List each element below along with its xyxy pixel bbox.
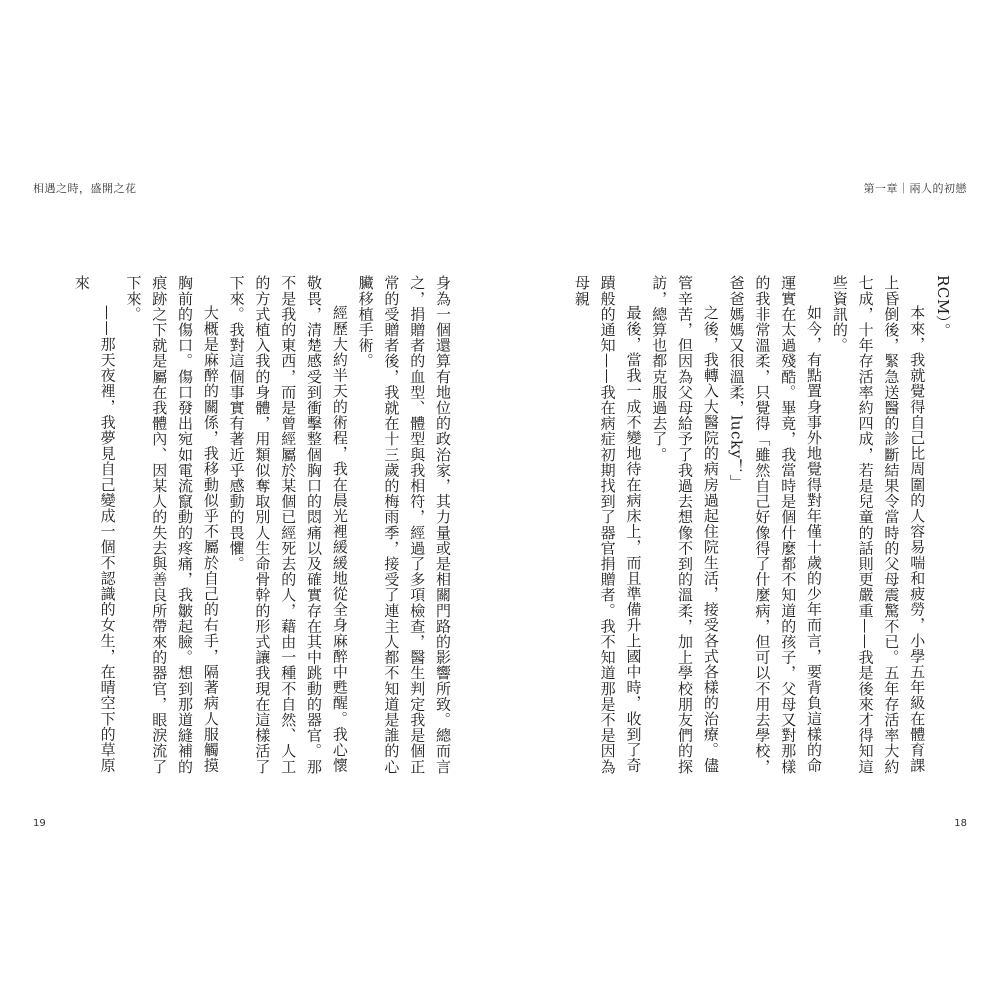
paragraph: 最後，當我一成不變地待在病床上，而且準備升上國中時，收到了奇蹟般的通知——我在病症初期找到了器官捐贈者。我不知道那是不是因為母親 [572, 275, 643, 775]
page-number-left: 19 [33, 818, 46, 829]
right-page-body [552, 275, 955, 780]
chapter-title-header: 第一章｜兩人的初戀 [863, 182, 967, 195]
right-page [500, 0, 1000, 1000]
paragraph: 之後，我轉入大醫院的病房過起住院生活，接受各式各樣的治療。儘管辛苦，但因為父母給予了我過去想像不到的溫柔，加上學校朋友們的探訪，總算也都克服過去了。 [650, 275, 720, 775]
paragraph: RCM）。 [934, 275, 952, 339]
paragraph: 本來，我就覺得自己比周圍的人容易喘和疲勞，小學五年級在體育課上昏倒後，緊急送醫的診斷結果令當時的父母震驚不已。五年存活率大約七成，十年存活率約四成，若是兒童的話則更嚴重——我是後來才得知這些資訊的。 [830, 275, 927, 775]
paragraph: 經歷大約半天的術程，我在晨光裡緩緩地從全身麻醉中甦醒。我心懷敬畏，清楚感受到衝擊整個胸口的悶痛以及確實存在其中跳動的器官。那不是我的東西，而是曾經屬於某個已經死去的人，藉由一種不自然、人工的方式植入我的身體，用類似奪取別人生命骨幹的形式讓我現在這樣活了下來。我對這個事實有著近乎感動的畏懼。 [227, 275, 349, 775]
paragraph: 如今，有點置身事外地覺得對年僅十歲的少年而言，要背負這樣的命運實在太過殘酷。畢竟，我當時是個什麼都不知道的孩子，父母又對那樣的我非常溫柔，只覺得「雖然自己好像得了什麼病，但可以不用去學校，爸爸媽媽又很溫柔，lucky！」 [727, 275, 824, 775]
page-number-right: 18 [954, 818, 967, 829]
paragraph: 大概是麻醉的關係，我移動似乎不屬於自己的右手，隔著病人服觸摸胸前的傷口。傷口發出宛如電流竄動的疼痛，我皺起臉。想到那道縫補的痕跡之下就是屬在我體內、因某人的失去與善良所帶來的器官，眼淚流了下來。 [124, 275, 220, 775]
paragraph: 身為一個還算有地位的政治家，其力量或是相關門路的影響所致。總而言之，捐贈者的血型、體型與我相符，經過了多項檢查，醫生判定我是個正常的受贈者後，我就在十三歲的梅雨季，接受了連主人都不知道是誰的心臟移植手術。 [356, 275, 452, 775]
paragraph: ——那天夜裡，我夢見自己變成一個不認識的女生，在晴空下的草原來 [72, 275, 117, 773]
left-page-body [60, 275, 455, 780]
book-title-header: 相遇之時，盛開之花 [33, 182, 137, 195]
